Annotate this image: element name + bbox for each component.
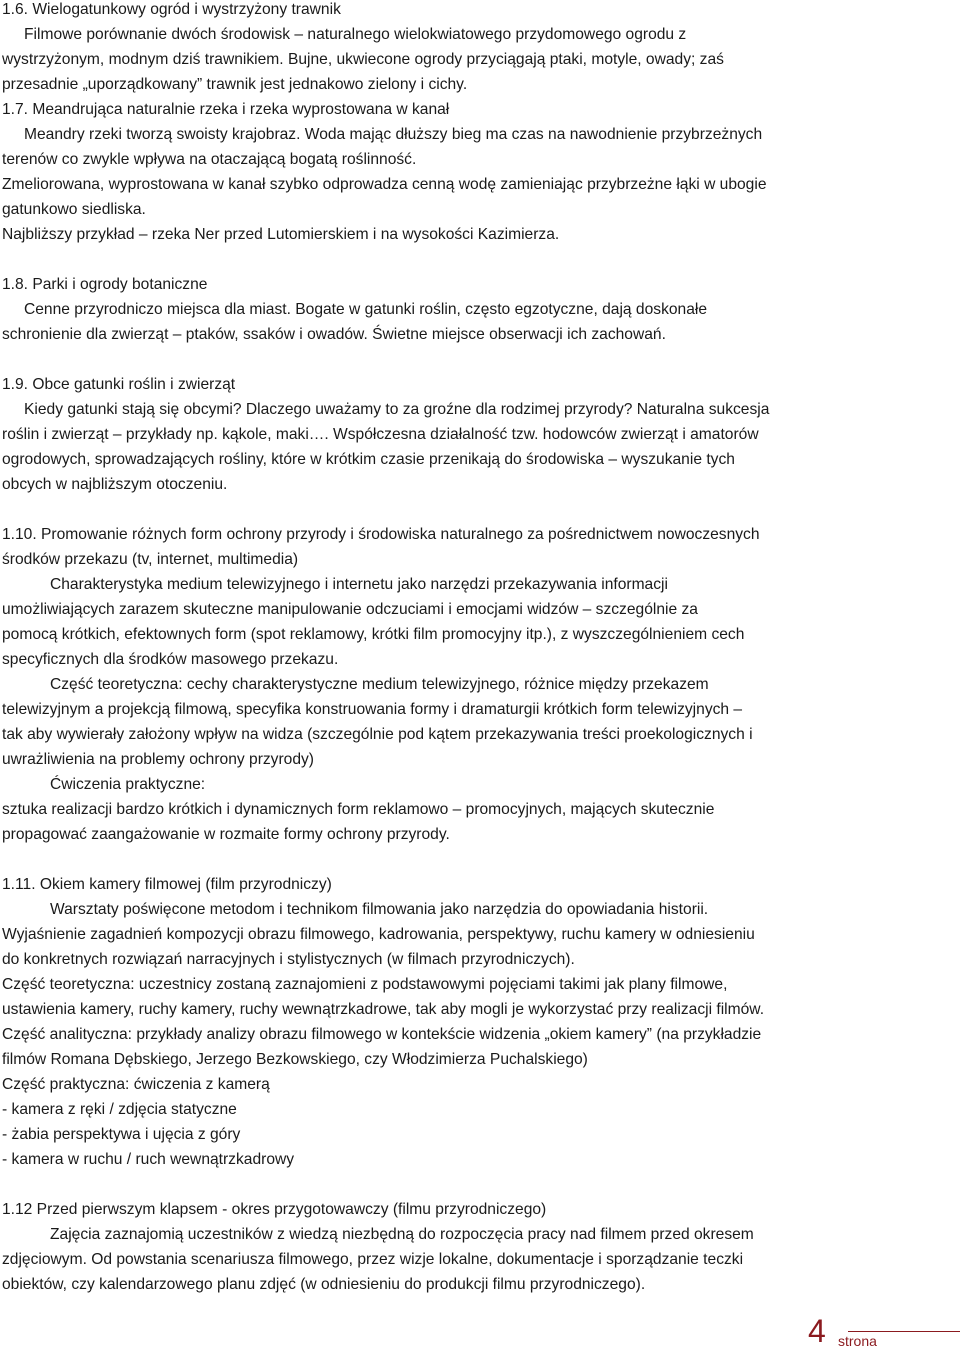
paragraph-line: ogrodowych, sprowadzających rośliny, które w krótkim czasie przenikają do środowiska – wyszukanie tych — [2, 451, 735, 468]
paragraph-line: tak aby wywierały założony wpływ na widza (szczególnie pod kątem przekazywania treści proekologicznych i — [2, 726, 753, 743]
paragraph-line: gatunkowo siedliska. — [2, 201, 146, 218]
list-item: - kamera z ręki / zdjęcia statyczne — [2, 1101, 237, 1118]
paragraph-line: propagować zaangażowanie w rozmaite formy ochrony przyrody. — [2, 826, 450, 843]
paragraph-line: obiektów, czy kalendarzowego planu zdjęć (w odniesieniu do produkcji filmu przyrodniczego). — [2, 1276, 646, 1293]
paragraph-line: Najbliższy przykład – rzeka Ner przed Lutomierskiem i na wysokości Kazimierza. — [2, 226, 560, 243]
section-heading-1-12: 1.12 Przed pierwszym klapsem - okres przygotowawczy (filmu przyrodniczego) — [2, 1201, 547, 1218]
paragraph-line: Meandry rzeki tworzą swoisty krajobraz. Woda mając dłuższy bieg ma czas na nawodnienie przybrzeżnych — [24, 126, 763, 143]
paragraph-line: Charakterystyka medium telewizyjnego i internetu jako narzędzi przekazywania informacji — [50, 576, 668, 593]
page-label: strona — [838, 1333, 877, 1349]
paragraph-line: przesadnie „uporządkowany” trawnik jest jednakowo zielony i cichy. — [2, 76, 468, 93]
paragraph-line: Część analityczna: przykłady analizy obrazu filmowego w kontekście widzenia „okiem kamery” (na przykładzie — [2, 1026, 762, 1043]
paragraph-line: Wyjaśnienie zagadnień kompozycji obrazu filmowego, kadrowania, perspektywy, ruchu kamery w odniesieniu — [2, 926, 755, 943]
section-heading-1-11: 1.11. Okiem kamery filmowej (film przyrodniczy) — [2, 876, 332, 893]
paragraph-line: Część teoretyczna: cechy charakterystyczne medium telewizyjnego, różnice między przekazem — [50, 676, 709, 693]
paragraph-line: środków przekazu (tv, internet, multimedia) — [2, 551, 299, 568]
section-heading-1-10: 1.10. Promowanie różnych form ochrony przyrody i środowiska naturalnego za pośrednictwem nowoczesnych — [2, 526, 760, 543]
paragraph-line: obcych w najbliższym otoczeniu. — [2, 476, 228, 493]
section-heading-1-7: 1.7. Meandrująca naturalnie rzeka i rzeka wyprostowana w kanał — [2, 101, 450, 118]
list-item: - kamera w ruchu / ruch wewnątrzkadrowy — [2, 1151, 295, 1168]
paragraph-line: Część teoretyczna: uczestnicy zostaną zaznajomieni z podstawowymi pojęciami takimi jak plany filmowe, — [2, 976, 728, 993]
paragraph-line: umożliwiających zarazem skuteczne manipulowanie odczuciami i emocjami widzów – szczególnie za — [2, 601, 698, 618]
paragraph-line: roślin i zwierząt – przykłady np. kąkole, maki…. Współczesna działalność tzw. hodowców zwierząt i amatorów — [2, 426, 759, 443]
page-number: 4 — [808, 1313, 826, 1349]
paragraph-line: Zmeliorowana, wyprostowana w kanał szybko odprowadza cenną wodę zamieniając przybrzeżne łąki w ubogie — [2, 176, 767, 193]
paragraph-line: wystrzyżonym, modnym dziś trawnikiem. Bujne, ukwiecone ogrody przyciągają ptaki, motyle, owady; zaś — [2, 51, 724, 68]
paragraph-line: Część praktyczna: ćwiczenia z kamerą — [2, 1076, 270, 1093]
paragraph-line: schronienie dla zwierząt – ptaków, ssaków i owadów. Świetne miejsce obserwacji ich zachowań. — [2, 326, 666, 343]
paragraph-line: Cenne przyrodniczo miejsca dla miast. Bogate w gatunki roślin, często egzotyczne, dają doskonałe — [24, 301, 708, 318]
section-heading-1-6: 1.6. Wielogatunkowy ogród i wystrzyżony trawnik — [2, 1, 341, 18]
section-heading-1-9: 1.9. Obce gatunki roślin i zwierząt — [2, 376, 236, 393]
paragraph-line: Kiedy gatunki stają się obcymi? Dlaczego uważamy to za groźne dla rodzimej przyrody? Naturalna sukcesja — [24, 401, 770, 418]
paragraph-line: Warsztaty poświęcone metodom i technikom filmowania jako narzędzia do opowiadania historii. — [50, 901, 709, 918]
paragraph-line: uwrażliwienia na problemy ochrony przyrody) — [2, 751, 315, 768]
paragraph-line: zdjęciowym. Od powstania scenariusza filmowego, przez wizje lokalne, dokumentacje i sporządzanie teczki — [2, 1251, 744, 1268]
paragraph-line: Zajęcia zaznajomią uczestników z wiedzą niezbędną do rozpoczęcia pracy nad filmem przed okresem — [50, 1226, 754, 1243]
paragraph-line: terenów co zwykle wpływa na otaczającą bogatą roślinność. — [2, 151, 417, 168]
paragraph-line: specyficznych dla środków masowego przekazu. — [2, 651, 339, 668]
paragraph-line: do konkretnych rozwiązań narracyjnych i stylistycznych (w filmach przyrodniczych). — [2, 951, 575, 968]
section-heading-1-8: 1.8. Parki i ogrody botaniczne — [2, 276, 208, 293]
paragraph-line: filmów Romana Dębskiego, Jerzego Bezkowskiego, czy Włodzimierza Puchalskiego) — [2, 1051, 588, 1068]
paragraph-line: telewizyjnym a projekcją filmową, specyfika konstruowania formy i dramaturgii krótkich form telewizyjnych – — [2, 701, 743, 718]
footer-rule — [848, 1331, 960, 1332]
paragraph-line: pomocą krótkich, efektownych form (spot reklamowy, krótki film promocyjny itp.), z wyszczególnieniem cech — [2, 626, 745, 643]
list-item: - żabia perspektywa i ujęcia z góry — [2, 1126, 241, 1143]
paragraph-line: Filmowe porównanie dwóch środowisk – naturalnego wielokwiatowego przydomowego ogrodu z — [24, 26, 687, 43]
paragraph-line: sztuka realizacji bardzo krótkich i dynamicznych form reklamowo – promocyjnych, mających skutecznie — [2, 801, 715, 818]
paragraph-line: ustawienia kamery, ruchy kamery, ruchy wewnątrzkadrowe, tak aby mogli je wykorzystać przy realizacji filmów. — [2, 1001, 765, 1018]
paragraph-line: Ćwiczenia praktyczne: — [50, 776, 206, 793]
